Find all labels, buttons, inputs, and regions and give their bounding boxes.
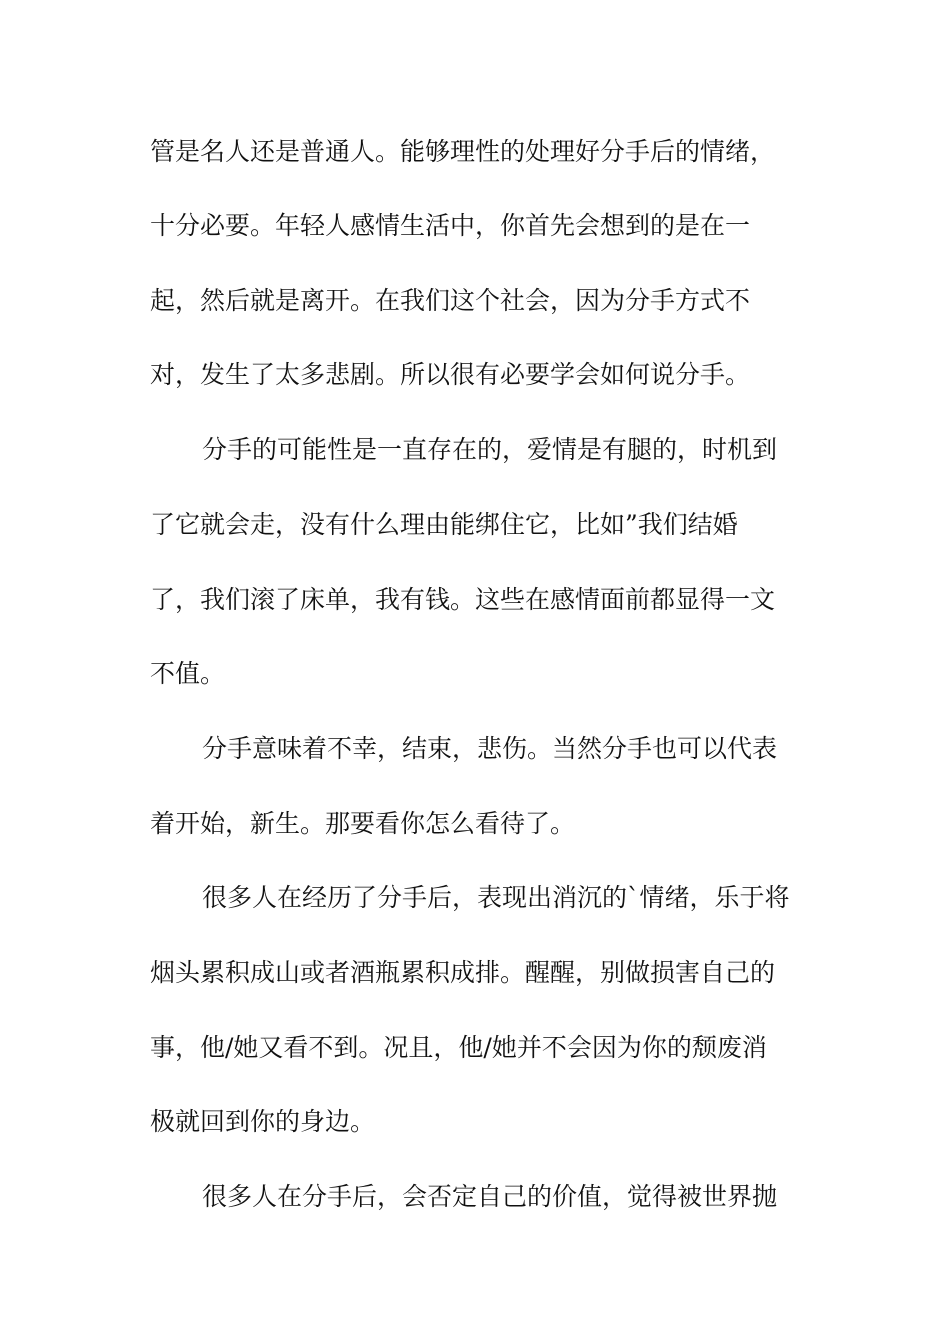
text-line: 了它就会走，没有什么理由能绑住它，比如”我们结婚 bbox=[150, 510, 738, 539]
text-line: 对，发生了太多悲剧。所以很有必要学会如何说分手。 bbox=[150, 360, 751, 389]
paragraph-start-line: 分手意味着不幸，结束，悲伤。当然分手也可以代表 bbox=[202, 734, 778, 763]
text-line: 极就回到你的身边。 bbox=[150, 1107, 376, 1136]
text-line: 了，我们滚了床单，我有钱。这些在感情面前都显得一文 bbox=[150, 585, 776, 614]
paragraph-start-line: 很多人在分手后，会否定自己的价值，觉得被世界抛 bbox=[202, 1182, 778, 1211]
text-line: 烟头累积成山或者酒瓶累积成排。醒醒，别做损害自己的 bbox=[150, 958, 776, 987]
text-line: 事，他/她又看不到。况且，他/她并不会因为你的颓废消 bbox=[150, 1033, 767, 1062]
text-line: 不值。 bbox=[150, 659, 226, 688]
paragraph-start-line: 分手的可能性是一直存在的，爱情是有腿的，时机到 bbox=[202, 435, 778, 464]
paragraph-start-line: 很多人在经历了分手后，表现出消沉的`情绪，乐于将 bbox=[202, 883, 790, 912]
text-line: 着开始，新生。那要看你怎么看待了。 bbox=[150, 809, 576, 838]
text-line: 管是名人还是普通人。能够理性的处理好分手后的情绪， bbox=[150, 137, 776, 166]
text-line: 起，然后就是离开。在我们这个社会，因为分手方式不 bbox=[150, 286, 751, 315]
text-line: 十分必要。年轻人感情生活中，你首先会想到的是在一 bbox=[150, 211, 751, 240]
